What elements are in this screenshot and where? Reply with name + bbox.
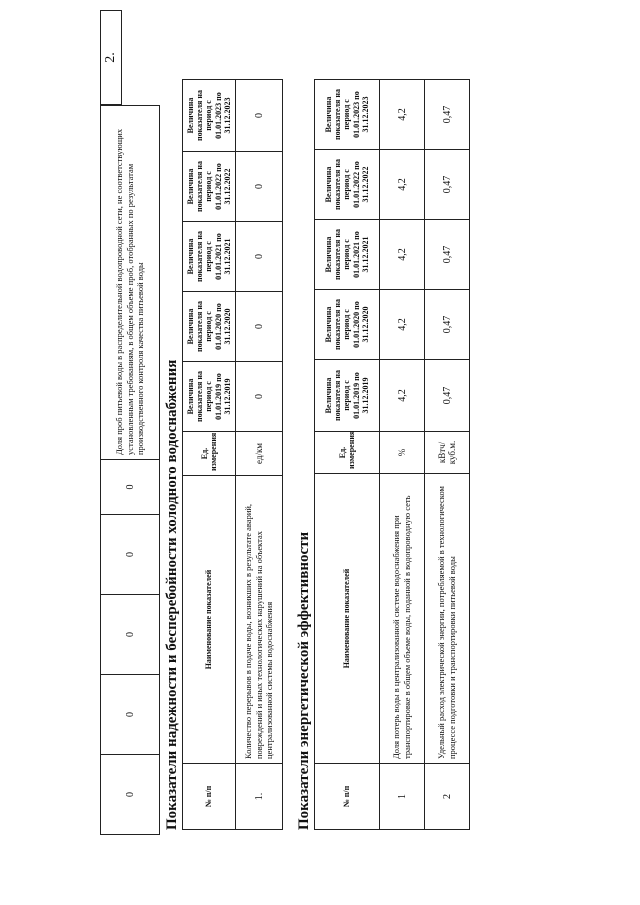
reliability-value-2021: 0 [236,222,283,292]
energy-row-1-value-2022: 4,2 [380,150,425,220]
energy-row-1-value-2021: 4,2 [380,220,425,290]
reliability-header-period-2022: Величина показателя на период с 01.01.2022 по 31.12.2022 [183,152,236,222]
quality-table [100,10,122,105]
quality-value-3: 0 [101,595,160,675]
energy-header-period-2023: Величина показателя на период с 01.01.2023 по 31.12.2023 [315,80,380,150]
energy-row-1-value-2023: 4,2 [380,80,425,150]
energy-row-2-name: Удельный расход электрической энергии, потребляемой в технологическом процессе подготовки и транспортировки питьевой воды [425,474,470,764]
reliability-value-2019: 0 [236,362,283,432]
reliability-value-2022: 0 [236,152,283,222]
reliability-header-period-2019: Величина показателя на период с 01.01.2019 по 31.12.2019 [183,362,236,432]
quality-value-5: 0 [101,755,160,835]
reliability-header-period-2023: Величина показателя на период с 01.01.2023 по 31.12.2023 [183,80,236,152]
energy-header-unit: Ед. измерения [315,432,380,474]
energy-row-1-num: 1 [380,764,425,830]
reliability-section-title: Показатели надежности и бесперебойности холодного водоснабжения [164,359,180,830]
energy-table [314,79,470,830]
energy-header-name: Наименование показателей [315,474,380,764]
energy-header-num: № п/п [315,764,380,830]
reliability-row-name: Количество перерывов в подаче воды, возникших в результате аварий, повреждений и иных технологических нарушений на объектах централизованной системы водоснабжения [236,476,283,764]
table-row [425,80,470,830]
quality-row-name: Доля проб питьевой воды в распределительной водопроводной сети, не соответствующих установленным требованиям, в общем объеме проб, отобранных по результатам производственного контроля качества питьевой воды [101,106,160,460]
reliability-header-period-2021: Величина показателя на период с 01.01.2021 по 31.12.2021 [183,222,236,292]
energy-row-2-value-2020: 0,47 [425,290,470,360]
energy-section-title: Показатели энергетической эффективности [296,531,312,830]
reliability-header-name: Наименование показателей [183,476,236,764]
energy-header-period-2022: Величина показателя на период с 01.01.2022 по 31.12.2022 [315,150,380,220]
table-row [236,80,283,830]
quality-value-1: 0 [101,460,160,515]
energy-row-1-value-2019: 4,2 [380,360,425,432]
reliability-value-2023: 0 [236,80,283,152]
reliability-value-2020: 0 [236,292,283,362]
quality-value-4: 0 [101,675,160,755]
energy-row-1-value-2020: 4,2 [380,290,425,360]
reliability-header-unit: Ед. измерения [183,432,236,476]
energy-row-1-unit: % [380,432,425,474]
energy-header-period-2019: Величина показателя на период с 01.01.2019 по 31.12.2019 [315,360,380,432]
reliability-row-num: 1. [236,764,283,830]
quality-value-2: 0 [101,515,160,595]
energy-row-2-unit: кВтч/куб.м. [425,432,470,474]
quality-row-num: 2. [101,11,122,105]
energy-row-2-value-2021: 0,47 [425,220,470,290]
reliability-row-unit: ед/км [236,432,283,476]
reliability-table [182,79,283,830]
energy-row-2-value-2019: 0,47 [425,360,470,432]
energy-header-period-2020: Величина показателя на период с 01.01.2020 по 31.12.2020 [315,290,380,360]
reliability-header-num: № п/п [183,764,236,830]
energy-row-2-value-2023: 0,47 [425,80,470,150]
energy-row-2-num: 2 [425,764,470,830]
quality-values-table [100,459,160,835]
reliability-header-period-2020: Величина показателя на период с 01.01.2020 по 31.12.2020 [183,292,236,362]
quality-row-table [100,105,160,460]
energy-row-1-name: Доля потерь воды в централизованной системе водоснабжения при транспортировке в общем объеме воды, поданной в водопроводную сеть [380,474,425,764]
energy-header-period-2021: Величина показателя на период с 01.01.2021 по 31.12.2021 [315,220,380,290]
energy-row-2-value-2022: 0,47 [425,150,470,220]
table-row [380,80,425,830]
